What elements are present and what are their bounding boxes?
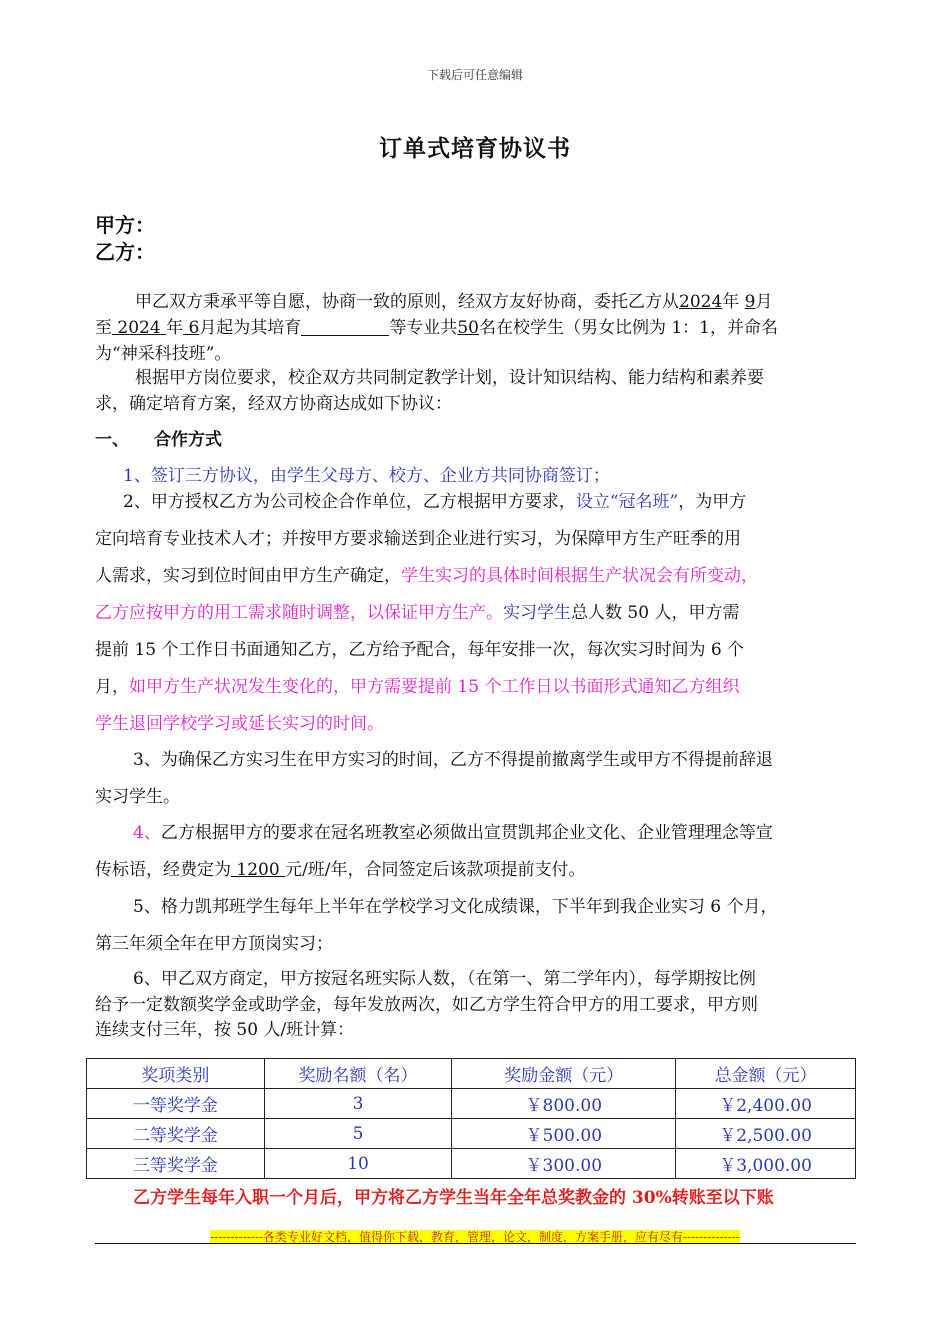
clause-highlight: 设立“冠名班” <box>575 492 679 512</box>
intro-text: 至 <box>95 318 112 338</box>
clause-3-line-1: 3、为确保乙方实习生在甲方实习的时间，乙方不得提前撤离学生或甲方不得提前辞退 <box>133 750 773 770</box>
clause-highlight: 乙方应按甲方的用工需求随时调整，以保证甲方生产。 <box>95 603 503 623</box>
party-b-label: 乙方： <box>95 240 155 264</box>
clause-1: 1、签订三方协议，由学生父母方、校方、企业方共同协商签订； <box>123 466 610 486</box>
end-month: 6 <box>188 318 200 338</box>
start-year: 2024 <box>679 292 723 312</box>
table-header-row <box>87 1059 856 1089</box>
clause-4-line-1 <box>133 818 863 843</box>
clause-text: 人需求，实习到位时间由甲方生产确定， <box>95 566 401 586</box>
start-month: 9 <box>744 292 756 312</box>
table-cell: 一等奖学金 <box>87 1089 265 1119</box>
table-cell: ￥500.00 <box>452 1119 676 1149</box>
clause-number: 4、 <box>133 823 161 843</box>
intro-text: 月起为其培育 <box>199 318 302 338</box>
table-cell: ￥2,400.00 <box>676 1089 856 1119</box>
table-cell: 5 <box>264 1119 452 1149</box>
clause-text: 传标语，经费定为 <box>95 860 231 880</box>
intro-line-2 <box>95 313 860 338</box>
clause-5-line-2: 第三年须全年在甲方顶岗实习； <box>95 934 333 954</box>
clause-4-line-2 <box>95 855 860 880</box>
section-1-title: 合作方式 <box>154 430 222 450</box>
clause-2-line-2: 定向培育专业技术人才；并按甲方要求输送到企业进行实习，为保障甲方生产旺季的用 <box>95 529 741 549</box>
table-row <box>87 1149 856 1179</box>
clause-2-line-7: 学生退回学校学习或延长实习的时间。 <box>95 714 384 734</box>
table-cell: ￥300.00 <box>452 1149 676 1179</box>
after-table-text: 乙方学生每年入职一个月后，甲方将乙方学生当年全年总奖教金的 30%转账至以下账 <box>133 1188 774 1208</box>
clause-6-line-1: 6、甲乙双方商定，甲方按冠名班实际人数，（在第一、第二学年内），每学期按比例 <box>133 969 756 989</box>
table-header-cell: 奖项类别 <box>87 1059 265 1089</box>
clause-2-line-1 <box>123 487 863 512</box>
table-cell: 三等奖学金 <box>87 1149 265 1179</box>
intro-text: 月 <box>755 292 773 312</box>
clause-2-line-3 <box>95 561 860 586</box>
intro-text: 等专业共 <box>389 318 458 338</box>
intro-text: 甲乙双方秉承平等自愿，协商一致的原则，经双方友好协商，委托乙方从 <box>135 292 679 312</box>
table-header-cell: 奖励名额（名） <box>264 1059 452 1089</box>
table-row <box>87 1119 856 1149</box>
table-cell: 3 <box>264 1089 452 1119</box>
intro-line-3: 为“神采科技班”。 <box>95 344 232 364</box>
clause-text: ，为甲方 <box>678 492 747 512</box>
clause-text: 乙方根据甲方的要求在冠名班教室必须做出宣贯凯邦企业文化、企业管理理念等宣 <box>160 823 773 843</box>
footer-note-text: -------------各类专业好文档，值得你下载，教育，管理，论文，制度，方案手册，应有尽有-------------- <box>210 1230 740 1244</box>
table-cell: ￥2,500.00 <box>676 1119 856 1149</box>
clause-text: 总人数 50 人，甲方需 <box>571 603 740 623</box>
clause-2-line-5: 提前 15 个工作日书面通知乙方，乙方给予配合，每年安排一次，每次实习时间为 6 个 <box>95 640 745 660</box>
scholarship-table <box>86 1058 856 1179</box>
clause-5-line-1: 5、格力凯邦班学生每年上半年在学校学习文化成绩课，下半年到我企业实习 6 个月， <box>133 897 778 917</box>
intro-line-1 <box>95 287 860 312</box>
clause-highlight: 如甲方生产状况发生变化的，甲方需要提前 15 个工作日以书面形式通知乙方组织 <box>129 677 740 697</box>
header-note: 下载后可任意编辑 <box>426 68 523 82</box>
footer-divider <box>95 1243 856 1244</box>
clause-highlight: 学生实习的具体时间根据生产状况会有所变动， <box>401 566 758 586</box>
clause-2-line-6 <box>95 672 860 697</box>
clause-3-line-2: 实习学生。 <box>95 787 180 807</box>
page-title: 订单式培育协议书 <box>379 136 571 162</box>
intro-text: 名在校学生（男女比例为 1：1，并命名 <box>478 318 778 338</box>
table-header-cell: 奖励金额（元） <box>452 1059 676 1089</box>
table-cell: ￥3,000.00 <box>676 1149 856 1179</box>
fee-amount: 1200 <box>231 860 286 880</box>
table-cell: ￥800.00 <box>452 1089 676 1119</box>
clause-text: 元/班/年，合同签定后该款项提前支付。 <box>285 860 586 880</box>
clause-text: 2、甲方授权乙方为公司校企合作单位，乙方根据甲方要求， <box>123 492 576 512</box>
section-1-number: 一、 <box>95 430 129 450</box>
clause-6-line-3: 连续支付三年，按 50 人/班计算： <box>95 1020 355 1040</box>
intro-line-4: 根据甲方岗位要求，校企双方共同制定教学计划，设计知识结构、能力结构和素养要 <box>135 368 764 388</box>
clause-highlight: 实习学生 <box>503 603 571 623</box>
table-header-cell: 总金额（元） <box>676 1059 856 1089</box>
table-row <box>87 1089 856 1119</box>
clause-6-line-2: 给予一定数额奖学金或助学金，每年发放两次，如乙方学生符合甲方的用工要求，甲方则 <box>95 995 758 1015</box>
major-blank-field[interactable] <box>301 317 389 336</box>
party-a-label: 甲方： <box>95 213 155 237</box>
student-count: 50 <box>457 318 479 338</box>
intro-text: 年 <box>722 292 745 312</box>
intro-text: 年 <box>166 318 184 338</box>
end-year: 2024 <box>117 318 161 338</box>
table-cell: 二等奖学金 <box>87 1119 265 1149</box>
intro-line-5: 求，确定培育方案，经双方协商达成如下协议： <box>95 394 452 414</box>
clause-2-line-4 <box>95 598 860 623</box>
table-cell: 10 <box>264 1149 452 1179</box>
clause-text: 月， <box>95 677 129 697</box>
